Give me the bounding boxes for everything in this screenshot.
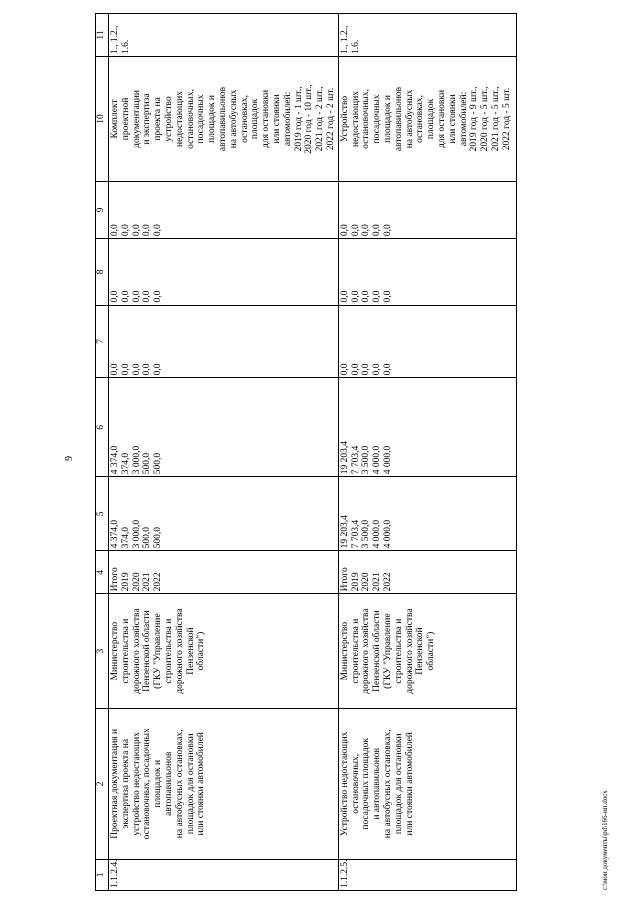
- measure-name: Проектная документация и экспертиза проекта на устройство недостающих остановочных, посадочных площадок и автопавильонов на автобусных остановках, площадок для остановки или стоянки автомобилей: [109, 708, 339, 859]
- header-cell: 2: [96, 708, 109, 859]
- funding-column-9: 0,0 0,0 0,0 0,0 0,0: [109, 181, 339, 238]
- file-path-footer: c:\мои документы\pd\166-ип.docx: [601, 790, 609, 890]
- executor: Министерство строительства и дорожного хозяйства Пензенской области (ГКУ "Управление строительства и дорожного хозяйства Пензенской области"): [338, 594, 516, 709]
- expected-result: Комплект проектной документации и экспертиза проекта на устройство недостающих остановочных, посадочных площадок и автопавильонов на автобусных остановках, площадок для остановки или стоянки автомобилей: 2019 год - 1 шт., 2020 год - 10 шт., 2021 год - 2 шт., 2022 год - 2 шт.: [109, 57, 339, 182]
- indicator-refs: 1., 1.2., 1.6.: [109, 14, 339, 57]
- funding-column-8: 0,0 0,0 0,0 0,0 0,0: [338, 239, 516, 305]
- header-row: [96, 14, 109, 891]
- funding-column-7: 0,0 0,0 0,0 0,0 0,0: [109, 305, 339, 378]
- header-cell: 5: [96, 477, 109, 551]
- indicator-refs: 1., 1.2., 1.6.: [338, 14, 516, 57]
- header-cell: 4: [96, 551, 109, 594]
- funding-column-8: 0,0 0,0 0,0 0,0 0,0: [109, 239, 339, 305]
- header-cell: 7: [96, 305, 109, 378]
- header-cell: 3: [96, 594, 109, 709]
- table-row: [338, 14, 516, 891]
- executor: Министерство строительства и дорожного хозяйства Пензенской области (ГКУ "Управление строительства и дорожного хозяйства Пензенской области"): [109, 594, 339, 709]
- measure-name: Устройство недостающих остановочных, посадочных площадок и автопавильонов на автобусных остановках, площадок для остановки или стоянки автомобилей: [338, 708, 516, 859]
- total-funding-column: 4 374,0 374,0 3 000,0 500,0 500,0: [109, 477, 339, 551]
- regional-budget-column: 19 203,4 7 703,4 3 500,0 4 000,0 4 000,0: [338, 378, 516, 477]
- header-cell: 9: [96, 181, 109, 238]
- regional-budget-column: 4 374,0 374,0 3 000,0 500,0 500,0: [109, 378, 339, 477]
- years-column: Итого 2019 2020 2021 2022: [109, 551, 339, 594]
- program-table: [95, 13, 517, 891]
- expected-result: Устройство недостающих остановочных, посадочных площадок и автопавильонов на автобусных остановках, площадок для остановки или стоянки автомобилей: 2019 год - 9 шт., 2020 год - 5 шт., 2021 год - 5 шт., 2022 год - 5 шт.: [338, 57, 516, 182]
- funding-column-7: 0,0 0,0 0,0 0,0 0,0: [338, 305, 516, 378]
- table-row: [109, 14, 339, 891]
- header-cell: 10: [96, 57, 109, 182]
- page-number: 9: [64, 456, 75, 461]
- header-cell: 11: [96, 14, 109, 57]
- total-funding-column: 19 203,4 7 703,4 3 500,0 4 000,0 4 000,0: [338, 477, 516, 551]
- header-cell: 6: [96, 378, 109, 477]
- funding-column-9: 0,0 0,0 0,0 0,0 0,0: [338, 181, 516, 238]
- row-number: 1.1.2.5.: [338, 859, 516, 890]
- header-cell: 8: [96, 239, 109, 305]
- row-number: 1.1.2.4.: [109, 859, 339, 890]
- years-column: Итого 2019 2020 2021 2022: [338, 551, 516, 594]
- header-cell: 1: [96, 859, 109, 890]
